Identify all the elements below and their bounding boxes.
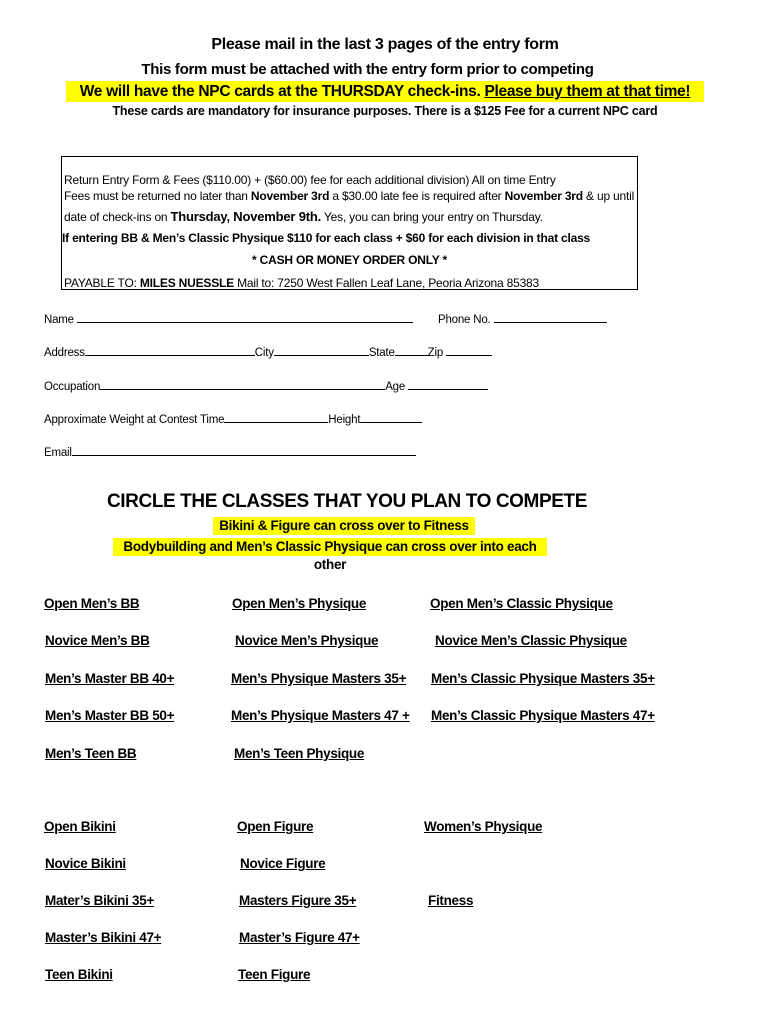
address-field[interactable]	[44, 345, 492, 359]
class-mens-physique-masters-47[interactable]: Men’s Physique Masters 47 +	[231, 708, 410, 723]
city-label: City	[254, 347, 274, 359]
class-open-bikini[interactable]: Open Bikini	[44, 819, 116, 834]
payment-method: * CASH OR MONEY ORDER ONLY *	[252, 253, 447, 267]
class-novice-bikini[interactable]: Novice Bikini	[45, 856, 126, 871]
class-masters-bikini-47[interactable]: Master’s Bikini 47+	[45, 930, 162, 945]
state-line[interactable]	[395, 345, 428, 356]
class-teen-bikini[interactable]: Teen Bikini	[45, 967, 113, 982]
buy-cards-text: Please buy them at that time!	[484, 83, 691, 100]
phone-field[interactable]	[438, 312, 607, 326]
email-line[interactable]	[72, 445, 416, 456]
fee-line-1: Return Entry Form & Fees ($110.00) + ($60.00) fee for each additional division) All on time Entry	[64, 173, 556, 187]
name-label: Name	[44, 314, 74, 326]
city-line[interactable]	[274, 345, 369, 356]
fee-line-2e: & up until	[582, 189, 635, 203]
class-mens-classic-physique-masters-47[interactable]: Men’s Classic Physique Masters 47+	[431, 708, 655, 723]
class-mens-teen-bb[interactable]: Men’s Teen BB	[45, 746, 137, 761]
height-line[interactable]	[360, 412, 422, 423]
zip-label: Zip	[427, 347, 444, 359]
class-novice-mens-classic-physique[interactable]: Novice Men’s Classic Physique	[435, 633, 627, 648]
insurance-note: These cards are mandatory for insurance purposes. There is a $125 Fee for a current NPC card	[112, 104, 658, 118]
class-masters-figure-47[interactable]: Master’s Figure 47+	[239, 930, 360, 945]
class-novice-mens-physique[interactable]: Novice Men’s Physique	[235, 633, 379, 648]
fee-line-3	[64, 209, 543, 224]
class-open-figure[interactable]: Open Figure	[237, 819, 314, 834]
address-label: Address	[44, 347, 85, 359]
class-open-mens-physique[interactable]: Open Men’s Physique	[232, 596, 367, 611]
class-mens-teen-physique[interactable]: Men’s Teen Physique	[234, 746, 365, 761]
crossover-note-1: Bikini & Figure can cross over to Fitness	[213, 517, 475, 535]
address-line[interactable]	[85, 345, 255, 356]
email-label: Email	[44, 447, 72, 459]
class-mens-master-bb-50[interactable]: Men’s Master BB 50+	[45, 708, 175, 723]
occupation-field[interactable]	[44, 379, 488, 393]
fee-info-box	[61, 156, 638, 290]
state-label: State	[368, 347, 395, 359]
mail-instruction-title: Please mail in the last 3 pages of the entry form	[211, 36, 559, 53]
deadline-date: November 3rd	[250, 189, 330, 203]
fee-line-2c: a $30.00 late fee is required after	[329, 189, 505, 203]
class-fitness[interactable]: Fitness	[428, 893, 474, 908]
fee-line-3c: Yes, you can bring your entry on Thursday.	[321, 210, 543, 224]
class-mens-master-bb-40[interactable]: Men’s Master BB 40+	[45, 671, 175, 686]
phone-label: Phone No.	[438, 314, 491, 326]
class-novice-mens-bb[interactable]: Novice Men’s BB	[45, 633, 150, 648]
class-mens-physique-masters-35[interactable]: Men’s Physique Masters 35+	[231, 671, 407, 686]
npc-cards-highlight	[66, 81, 704, 102]
attach-instruction: This form must be attached with the entry form prior to competing	[141, 61, 594, 78]
fee-line-4: If entering BB & Men’s Classic Physique $110 for each class + $60 for each division in that class	[62, 231, 591, 245]
phone-line[interactable]	[494, 312, 607, 323]
class-masters-bikini-35[interactable]: Mater’s Bikini 35+	[45, 893, 155, 908]
age-line[interactable]	[408, 379, 488, 390]
payable-to	[64, 276, 539, 290]
weight-line[interactable]	[224, 412, 328, 423]
fee-line-2a: Fees must be returned no later than	[64, 189, 251, 203]
name-line[interactable]	[77, 312, 413, 323]
classes-heading: CIRCLE THE CLASSES THAT YOU PLAN TO COMPETE	[106, 491, 587, 512]
occupation-label: Occupation	[44, 381, 101, 393]
late-fee-date: November 3rd	[504, 189, 583, 203]
class-masters-figure-35[interactable]: Masters Figure 35+	[239, 893, 357, 908]
class-open-mens-classic-physique[interactable]: Open Men’s Classic Physique	[430, 596, 613, 611]
weight-label: Approximate Weight at Contest Time	[44, 414, 225, 426]
crossover-note-2: Bodybuilding and Men’s Classic Physique can cross over into each other	[113, 538, 547, 556]
fee-line-2	[64, 189, 634, 203]
payable-label: PAYABLE TO:	[64, 276, 140, 290]
weight-field[interactable]	[44, 412, 422, 426]
name-field[interactable]	[44, 312, 413, 326]
age-label: Age	[385, 381, 406, 393]
class-novice-figure[interactable]: Novice Figure	[240, 856, 326, 871]
email-field[interactable]	[44, 445, 416, 459]
payee-name: MILES NUESSLE	[139, 276, 234, 290]
npc-cards-text: We will have the NPC cards at the THURSDAY check-ins.	[79, 83, 485, 100]
height-label: Height	[328, 414, 361, 426]
occupation-line[interactable]	[100, 379, 385, 390]
mailing-address: Mail to: 7250 West Fallen Leaf Lane, Peoria Arizona 85383	[233, 276, 539, 290]
class-open-mens-bb[interactable]: Open Men’s BB	[44, 596, 140, 611]
class-womens-physique[interactable]: Women’s Physique	[424, 819, 543, 834]
zip-line[interactable]	[446, 345, 492, 356]
fee-line-3a: date of check-ins on	[64, 210, 171, 224]
class-teen-figure[interactable]: Teen Figure	[238, 967, 311, 982]
class-mens-classic-physique-masters-35[interactable]: Men’s Classic Physique Masters 35+	[431, 671, 655, 686]
checkin-date: Thursday, November 9th.	[170, 209, 322, 224]
